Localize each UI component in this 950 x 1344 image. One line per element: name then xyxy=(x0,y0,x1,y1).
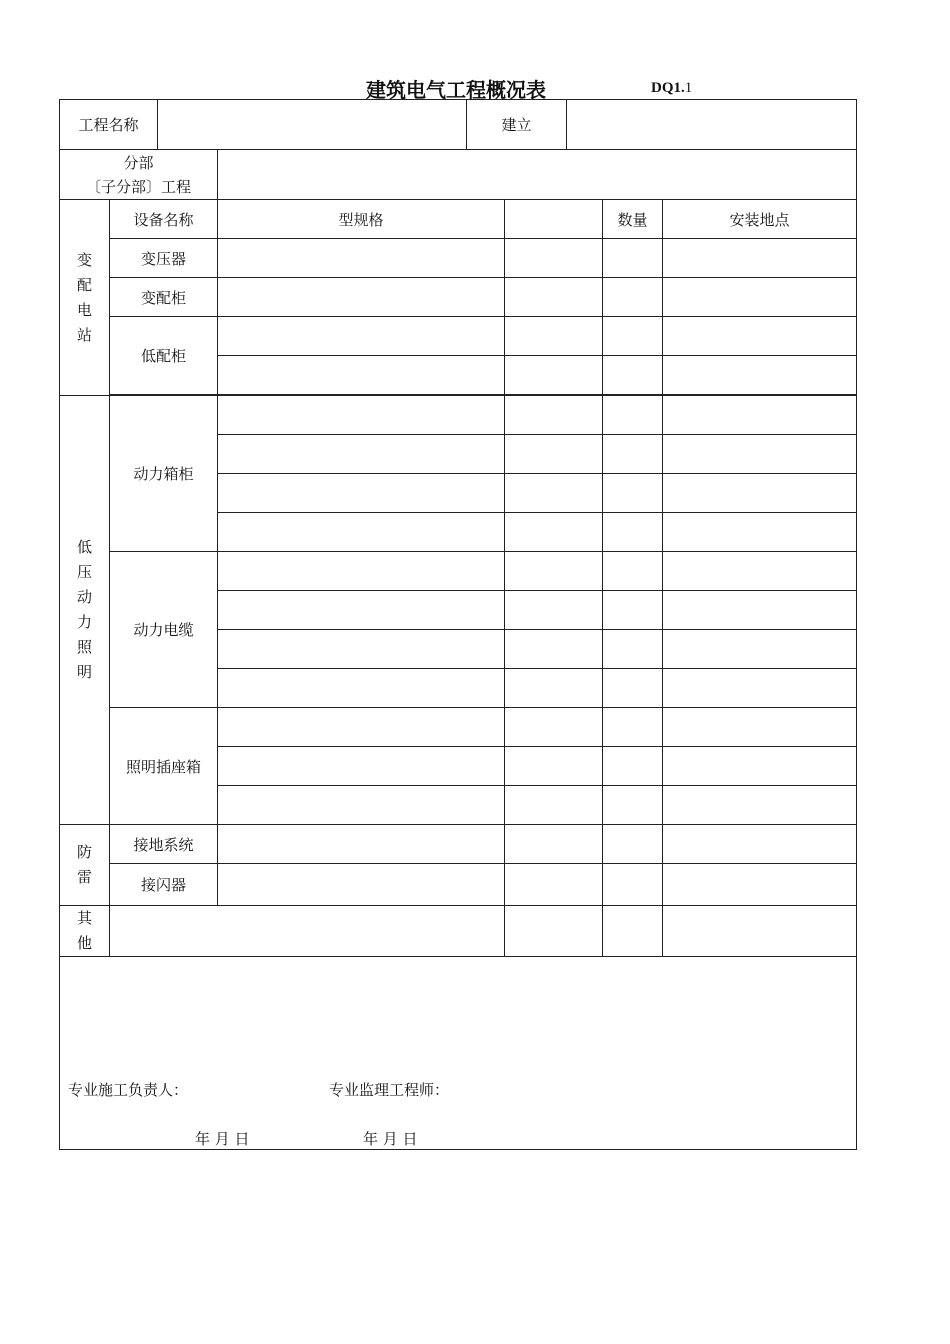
group-substation: 变 配 电 站 xyxy=(60,200,110,396)
table-row xyxy=(60,317,857,356)
cell-qty[interactable] xyxy=(603,435,663,474)
cell-qty[interactable] xyxy=(603,708,663,747)
cell-blank[interactable] xyxy=(505,435,603,474)
table-row xyxy=(60,708,857,747)
col-equipment: 设备名称 xyxy=(110,200,218,239)
item-power-box: 动力箱柜 xyxy=(110,396,218,552)
cell-blank[interactable] xyxy=(505,396,603,435)
cell-blank[interactable] xyxy=(505,669,603,708)
cell-spec[interactable] xyxy=(218,591,505,630)
cell-blank[interactable] xyxy=(505,239,603,278)
cell-blank[interactable] xyxy=(505,356,603,395)
table-row xyxy=(60,396,857,435)
cell-qty[interactable] xyxy=(603,317,663,356)
col-blank xyxy=(505,200,603,239)
cell-qty[interactable] xyxy=(603,630,663,669)
cell-location[interactable] xyxy=(663,864,857,906)
cell-blank[interactable] xyxy=(505,630,603,669)
cell-location[interactable] xyxy=(663,825,857,864)
cell-blank[interactable] xyxy=(505,786,603,825)
cell-spec[interactable] xyxy=(218,396,505,435)
table-row xyxy=(60,825,857,864)
cell-qty[interactable] xyxy=(603,552,663,591)
cell-qty[interactable] xyxy=(603,747,663,786)
cell-location[interactable] xyxy=(663,708,857,747)
cell-qty[interactable] xyxy=(603,906,663,957)
cell-blank[interactable] xyxy=(505,864,603,906)
project-name-label: 工程名称 xyxy=(60,100,158,150)
cell-location[interactable] xyxy=(663,747,857,786)
col-spec: 型规格 xyxy=(218,200,505,239)
form-title: 建筑电气工程概况表 xyxy=(366,78,546,102)
cell-qty[interactable] xyxy=(603,356,663,395)
build-label: 建立 xyxy=(467,100,567,150)
cell-qty[interactable] xyxy=(603,591,663,630)
cell-location[interactable] xyxy=(663,669,857,708)
table-row xyxy=(60,239,857,278)
cell-qty[interactable] xyxy=(603,278,663,317)
cell-spec[interactable] xyxy=(218,708,505,747)
cell-spec[interactable] xyxy=(218,825,505,864)
item-grounding: 接地系统 xyxy=(110,825,218,864)
cell-spec[interactable] xyxy=(218,747,505,786)
cell-blank[interactable] xyxy=(505,747,603,786)
cell-spec[interactable] xyxy=(218,317,505,356)
table-row xyxy=(60,278,857,317)
cell-blank[interactable] xyxy=(505,513,603,552)
subdivision-label-line2: 〔子分部〕工程 xyxy=(86,177,192,196)
col-location: 安装地点 xyxy=(663,200,857,239)
cell-spec[interactable] xyxy=(218,474,505,513)
signature-cell xyxy=(60,957,857,1150)
cell-blank[interactable] xyxy=(505,906,603,957)
overview-table xyxy=(59,99,857,1150)
cell-qty[interactable] xyxy=(603,396,663,435)
cell-qty[interactable] xyxy=(603,786,663,825)
other-row xyxy=(60,906,857,957)
cell-qty[interactable] xyxy=(603,825,663,864)
cell-spec[interactable] xyxy=(218,278,505,317)
cell-blank[interactable] xyxy=(505,825,603,864)
cell-location[interactable] xyxy=(663,356,857,395)
subdivision-value[interactable] xyxy=(218,150,857,200)
supervisor-date: 年 月 日 xyxy=(363,1130,418,1148)
col-qty: 数量 xyxy=(603,200,663,239)
other-value[interactable] xyxy=(110,906,505,957)
cell-qty[interactable] xyxy=(603,864,663,906)
item-transformer: 变压器 xyxy=(110,239,218,278)
cell-location[interactable] xyxy=(663,786,857,825)
subdivision-label-line1: 分部 xyxy=(123,153,154,172)
item-power-cable: 动力电缆 xyxy=(110,552,218,708)
cell-location[interactable] xyxy=(663,239,857,278)
cell-location[interactable] xyxy=(663,396,857,435)
cell-blank[interactable] xyxy=(505,278,603,317)
cell-spec[interactable] xyxy=(218,786,505,825)
table-row xyxy=(60,864,857,906)
cell-location[interactable] xyxy=(663,513,857,552)
group-lowvoltage: 低 压 动 力 照 明 xyxy=(60,396,110,825)
item-lv-cabinet: 低配柜 xyxy=(110,317,218,395)
item-hv-cabinet: 变配柜 xyxy=(110,278,218,317)
cell-qty[interactable] xyxy=(603,239,663,278)
supervisor-label: 专业监理工程师： xyxy=(329,1081,450,1099)
form-code-prefix: DQ1. xyxy=(651,80,685,96)
build-value[interactable] xyxy=(567,100,857,150)
cell-spec[interactable] xyxy=(218,669,505,708)
table-row xyxy=(60,552,857,591)
cell-spec[interactable] xyxy=(218,864,505,906)
cell-location[interactable] xyxy=(663,630,857,669)
header-row xyxy=(60,200,857,239)
form-code xyxy=(651,80,692,97)
cell-location[interactable] xyxy=(663,317,857,356)
cell-spec[interactable] xyxy=(218,239,505,278)
cell-qty[interactable] xyxy=(603,474,663,513)
project-name-value[interactable] xyxy=(158,100,467,150)
cell-blank[interactable] xyxy=(505,708,603,747)
signature-row xyxy=(60,957,857,1150)
construction-lead-label: 专业施工负责人： xyxy=(68,1081,189,1099)
cell-qty[interactable] xyxy=(603,513,663,552)
group-other: 其 他 xyxy=(60,906,110,957)
cell-blank[interactable] xyxy=(505,474,603,513)
cell-spec[interactable] xyxy=(218,513,505,552)
item-arrester: 接闪器 xyxy=(110,864,218,906)
cell-spec[interactable] xyxy=(218,630,505,669)
cell-location[interactable] xyxy=(663,278,857,317)
cell-location[interactable] xyxy=(663,552,857,591)
item-lighting-box: 照明插座箱 xyxy=(110,708,218,825)
cell-location[interactable] xyxy=(663,435,857,474)
cell-qty[interactable] xyxy=(603,669,663,708)
group-lightning: 防 雷 xyxy=(60,825,110,906)
cell-blank[interactable] xyxy=(505,552,603,591)
cell-blank[interactable] xyxy=(505,591,603,630)
form-code-suffix: 1 xyxy=(684,80,693,96)
subdivision-row xyxy=(60,150,857,200)
cell-location[interactable] xyxy=(663,906,857,957)
subdivision-label xyxy=(60,150,218,200)
cell-location[interactable] xyxy=(663,474,857,513)
cell-location[interactable] xyxy=(663,591,857,630)
project-row xyxy=(60,100,857,150)
cell-spec[interactable] xyxy=(218,356,505,395)
construction-date: 年 月 日 xyxy=(195,1130,250,1148)
cell-spec[interactable] xyxy=(218,435,505,474)
cell-spec[interactable] xyxy=(218,552,505,591)
cell-blank[interactable] xyxy=(505,317,603,356)
